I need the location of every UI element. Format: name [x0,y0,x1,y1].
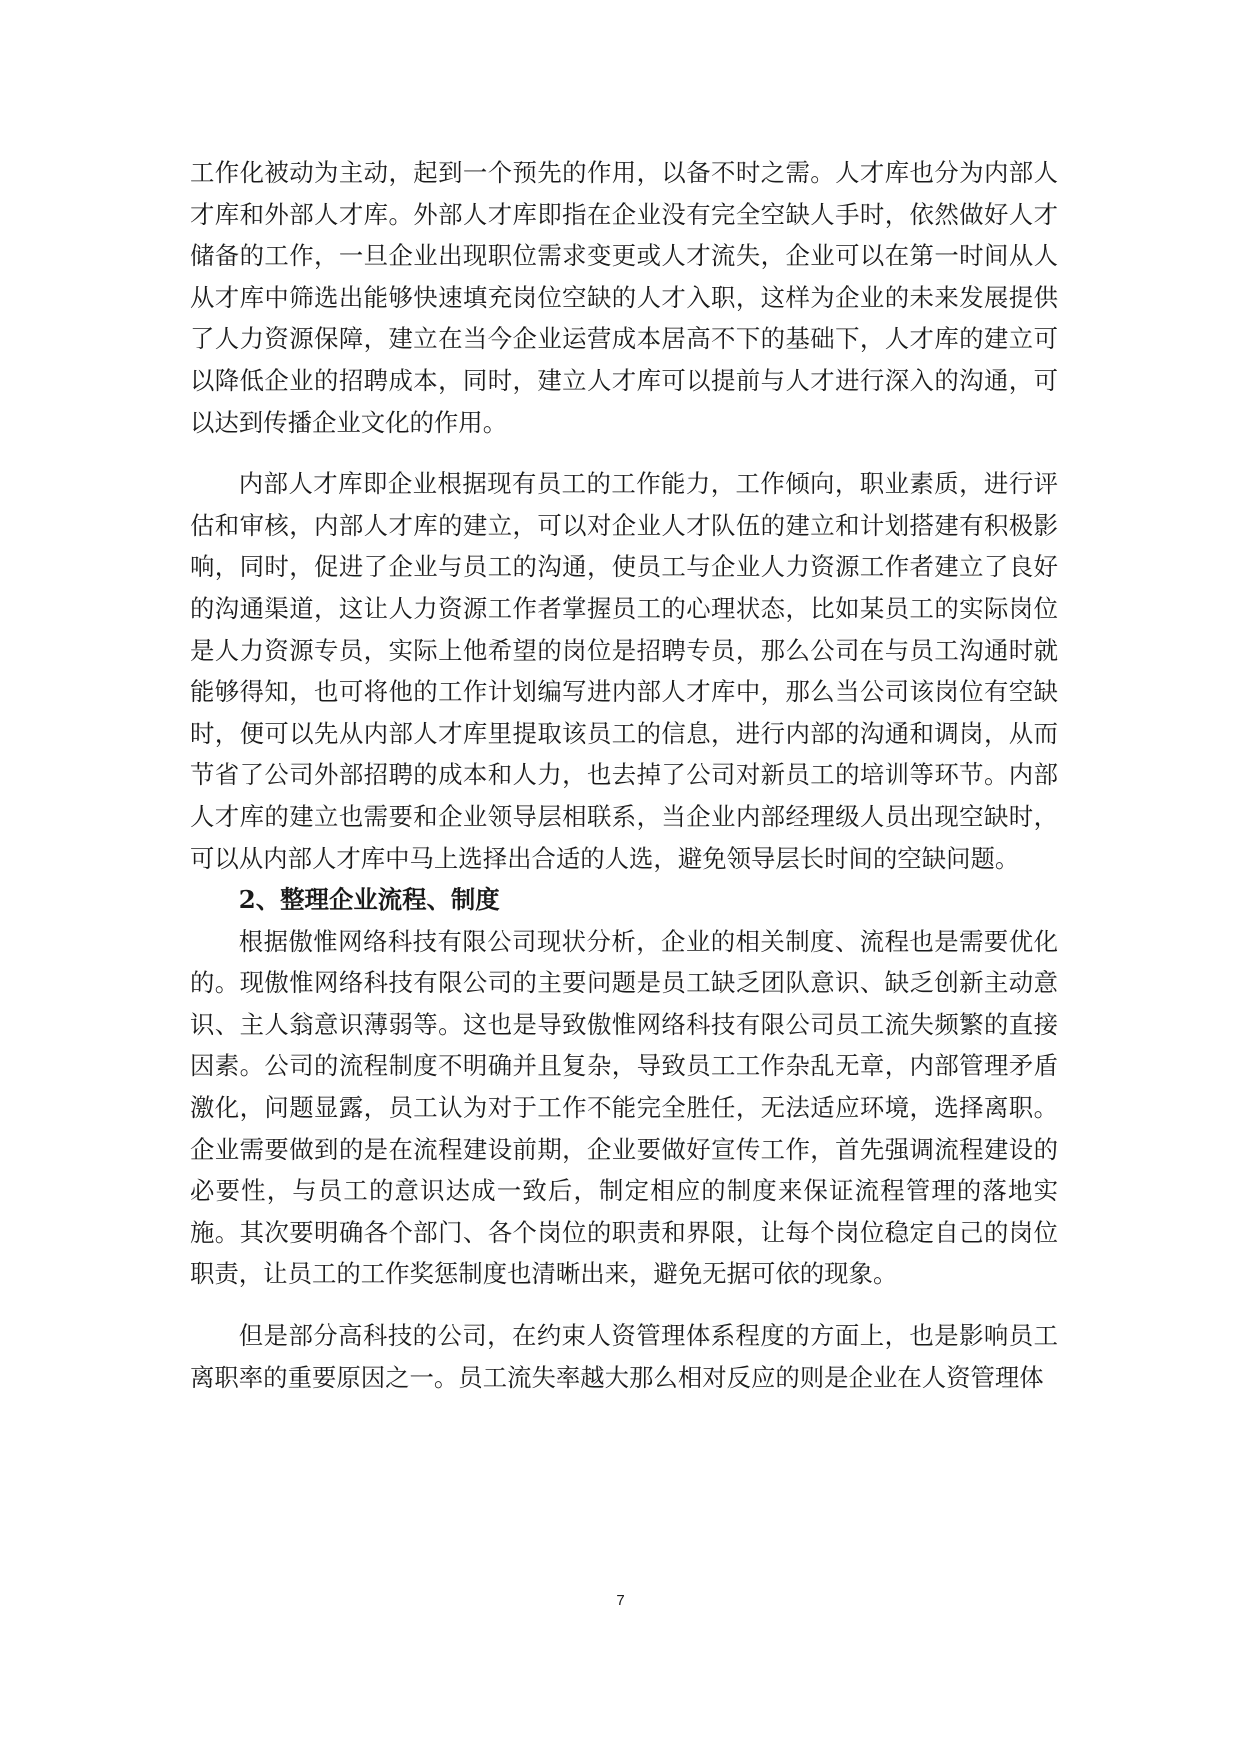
paragraph-hr-management: 但是部分高科技的公司，在约束人资管理体系程度的方面上，也是影响员工离职率的重要原因之一。员工流失率越大那么相对反应的则是企业在人资管理体 [190,1321,1058,1392]
document-body [190,152,1058,1398]
page-number: 7 [616,1592,625,1609]
paragraph-process-system: 根据傲惟网络科技有限公司现状分析，企业的相关制度、流程也是需要优化的。现傲惟网络科技有限公司的主要问题是员工缺乏团队意识、缺乏创新主动意识、主人翁意识薄弱等。这也是导致傲惟网络科技有限公司员工流失频繁的直接因素。公司的流程制度不明确并且复杂，导致员工工作杂乱无章，内部管理矛盾激化，问题显露，员工认为对于工作不能完全胜任，无法适应环境，选择离职。企业需要做到的是在流程建设前期，企业要做好宣传工作，首先强调流程建设的必要性，与员工的意识达成一致后，制定相应的制度来保证流程管理的落地实施。其次要明确各个部门、各个岗位的职责和界限，让每个岗位稳定自己的岗位职责，让员工的工作奖惩制度也清晰出来，避免无据可依的现象。 [190,926,1058,1289]
paragraph-talent-pool-intro: 工作化被动为主动，起到一个预先的作用，以备不时之需。人才库也分为内部人才库和外部人才库。外部人才库即指在企业没有完全空缺人手时，依然做好人才储备的工作，一旦企业出现职位需求变更或人才流失，企业可以在第一时间从人从才库中筛选出能够快速填充岗位空缺的人才入职，这样为企业的未来发展提供了人力资源保障，建立在当今企业运营成本居高不下的基础下，人才库的建立可以降低企业的招聘成本，同时，建立人才库可以提前与人才进行深入的沟通，可以达到传播企业文化的作用。 [190,158,1058,437]
paragraph-internal-talent-pool: 内部人才库即企业根据现有员工的工作能力，工作倾向，职业素质，进行评估和审核，内部人才库的建立，可以对企业人才队伍的建立和计划搭建有积极影响，同时，促进了企业与员工的沟通，使员工与企业人力资源工作者建立了良好的沟通渠道，这让人力资源工作者掌握员工的心理状态，比如某员工的实际岗位是人力资源专员，实际上他希望的岗位是招聘专员，那么公司在与员工沟通时就能够得知，也可将他的工作计划编写进内部人才库中，那么当公司该岗位有空缺时，便可以先从内部人才库里提取该员工的信息，进行内部的沟通和调岗，从而节省了公司外部招聘的成本和人力，也去掉了公司对新员工的培训等环节。内部人才库的建立也需要和企业领导层相联系，当企业内部经理级人员出现空缺时，可以从内部人才库中马上选择出合适的人选，避免领导层长时间的空缺问题。 [190,469,1058,873]
section-heading: 2、整理企业流程、制度 [238,885,500,915]
